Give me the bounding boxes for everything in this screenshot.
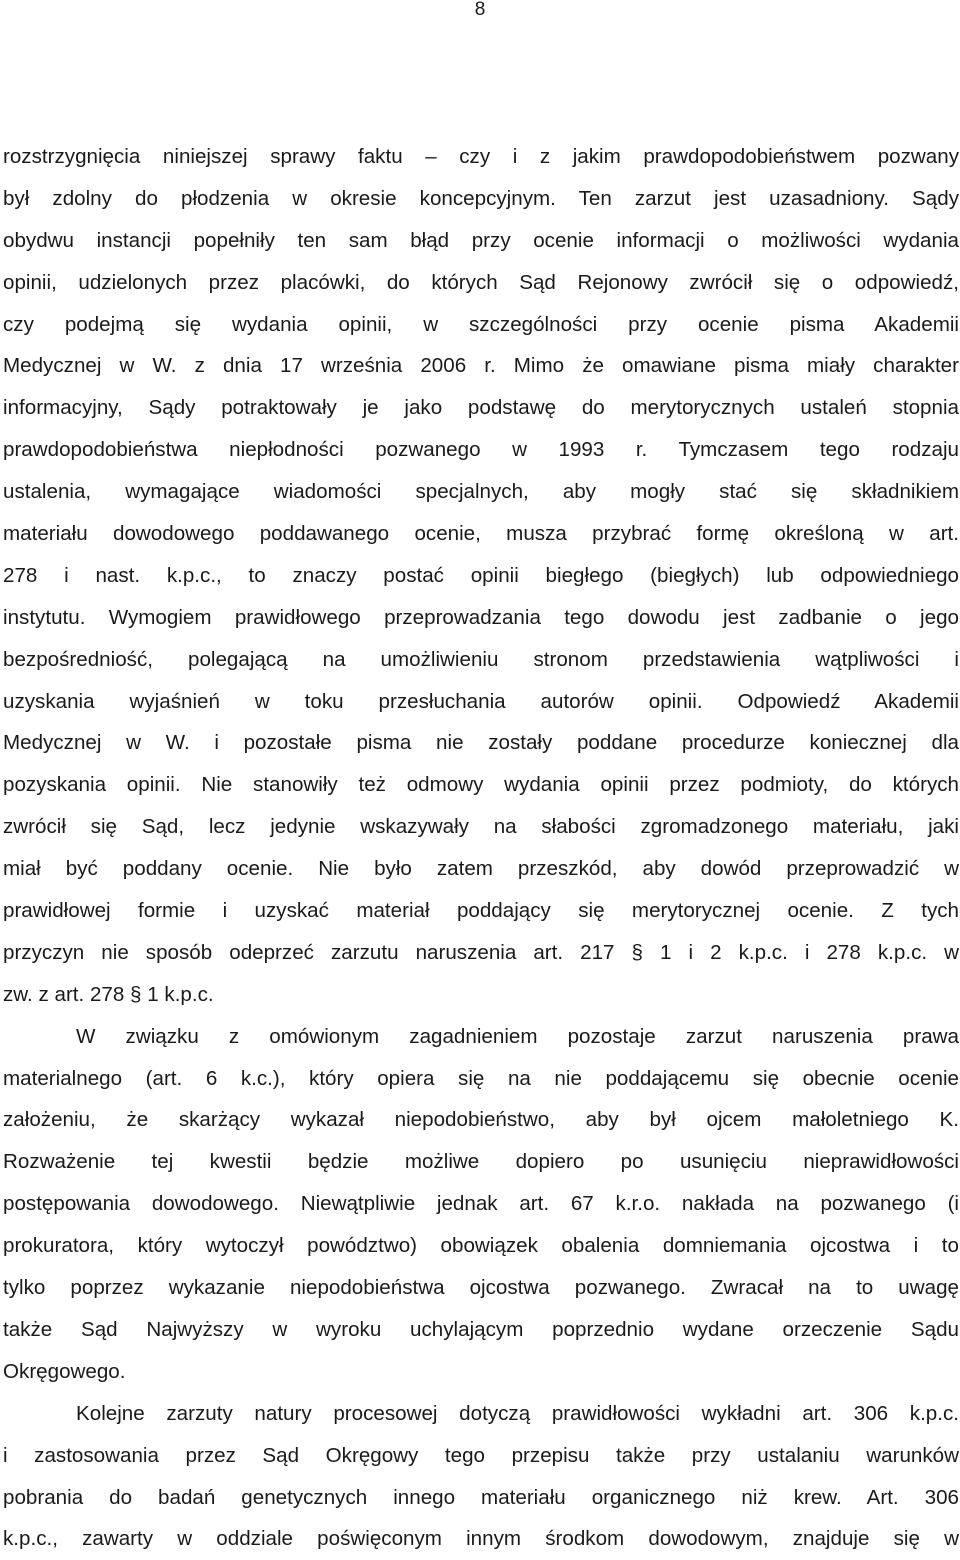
text-line: był zdolny do płodzenia w okresie koncepcyjnym. Ten zarzut jest uzasadniony. Sądy <box>3 186 959 210</box>
text-line: miał być poddany ocenie. Nie było zatem przeszkód, aby dowód przeprowadzić w <box>3 857 959 881</box>
text-line: informacyjny, Sądy potraktowały je jako podstawę do merytorycznych ustaleń stopnia <box>3 396 959 420</box>
text-line: zwrócił się Sąd, lecz jedynie wskazywały na słabości zgromadzonego materiału, jaki <box>3 815 959 839</box>
text-line: prawdopodobieństwa niepłodności pozwanego w 1993 r. Tymczasem tego rodzaju <box>3 438 959 462</box>
page-number: 8 <box>474 0 486 20</box>
text-line: i zastosowania przez Sąd Okręgowy tego przepisu także przy ustalaniu warunków <box>3 1443 959 1467</box>
text-line: prokuratora, który wytoczył powództwo) obowiązek obalenia domniemania ojcostwa i to <box>3 1234 959 1258</box>
text-line: tylko poprzez wykazanie niepodobieństwa ojcostwa pozwanego. Zwracał na to uwagę <box>3 1276 959 1300</box>
text-line: Kolejne zarzuty natury procesowej dotyczą prawidłowości wykładni art. 306 k.p.c. <box>76 1401 959 1425</box>
text-line: materialnego (art. 6 k.c.), który opiera się na nie poddającemu się obecnie ocenie <box>3 1066 959 1090</box>
text-line: materiału dowodowego poddawanego ocenie, musza przybrać formę określoną w art. <box>3 522 959 546</box>
text-line: przyczyn nie sposób odeprzeć zarzutu naruszenia art. 217 § 1 i 2 k.p.c. i 278 k.p.c. w <box>3 940 959 964</box>
text-line: pozyskania opinii. Nie stanowiły też odmowy wydania opinii przez podmioty, do których <box>3 773 959 797</box>
text-line: bezpośredniość, polegającą na umożliwieniu stronom przedstawienia wątpliwości i <box>3 647 959 671</box>
text-line: Medycznej w W. z dnia 17 września 2006 r. Mimo że omawiane pisma miały charakter <box>3 354 959 378</box>
text-line: prawidłowej formie i uzyskać materiał poddający się merytorycznej ocenie. Z tych <box>3 899 959 923</box>
text-line: 278 i nast. k.p.c., to znaczy postać opinii biegłego (biegłych) lub odpowiedniego <box>3 563 959 587</box>
text-line: k.p.c., zawarty w oddziale poświęconym innym środkom dowodowym, znajduje się w <box>3 1527 959 1551</box>
text-line: założeniu, że skarżący wykazał niepodobieństwo, aby był ojcem małoletniego K. <box>3 1108 959 1132</box>
text-line: zw. z art. 278 § 1 k.p.c. <box>3 982 214 1006</box>
document-body <box>3 136 959 1560</box>
text-line: Medycznej w W. i pozostałe pisma nie zostały poddane procedurze koniecznej dla <box>3 731 959 755</box>
text-line: rozstrzygnięcia niniejszej sprawy faktu – czy i z jakim prawdopodobieństwem pozwany <box>3 145 959 168</box>
text-line: Rozważenie tej kwestii będzie możliwe dopiero po usunięciu nieprawidłowości <box>3 1150 959 1174</box>
text-line: W związku z omówionym zagadnieniem pozostaje zarzut naruszenia prawa <box>76 1024 959 1048</box>
text-line: pobrania do badań genetycznych innego materiału organicznego niż krew. Art. 306 <box>3 1485 959 1509</box>
text-line: uzyskania wyjaśnień w toku przesłuchania autorów opinii. Odpowiedź Akademii <box>3 689 959 713</box>
text-line: Okręgowego. <box>3 1359 126 1383</box>
text-line: postępowania dowodowego. Niewątpliwie jednak art. 67 k.r.o. nakłada na pozwanego (i <box>3 1192 959 1216</box>
text-line: obydwu instancji popełniły ten sam błąd przy ocenie informacji o możliwości wydania <box>3 228 959 252</box>
text-line: także Sąd Najwyższy w wyroku uchylającym poprzednio wydane orzeczenie Sądu <box>3 1317 959 1341</box>
text-line: czy podejmą się wydania opinii, w szczególności przy ocenie pisma Akademii <box>3 312 959 336</box>
text-line: opinii, udzielonych przez placówki, do których Sąd Rejonowy zwrócił się o odpowiedź, <box>3 270 959 294</box>
text-line: instytutu. Wymogiem prawidłowego przeprowadzania tego dowodu jest zadbanie o jego <box>3 605 959 629</box>
text-line: ustalenia, wymagające wiadomości specjalnych, aby mogły stać się składnikiem <box>3 480 959 504</box>
